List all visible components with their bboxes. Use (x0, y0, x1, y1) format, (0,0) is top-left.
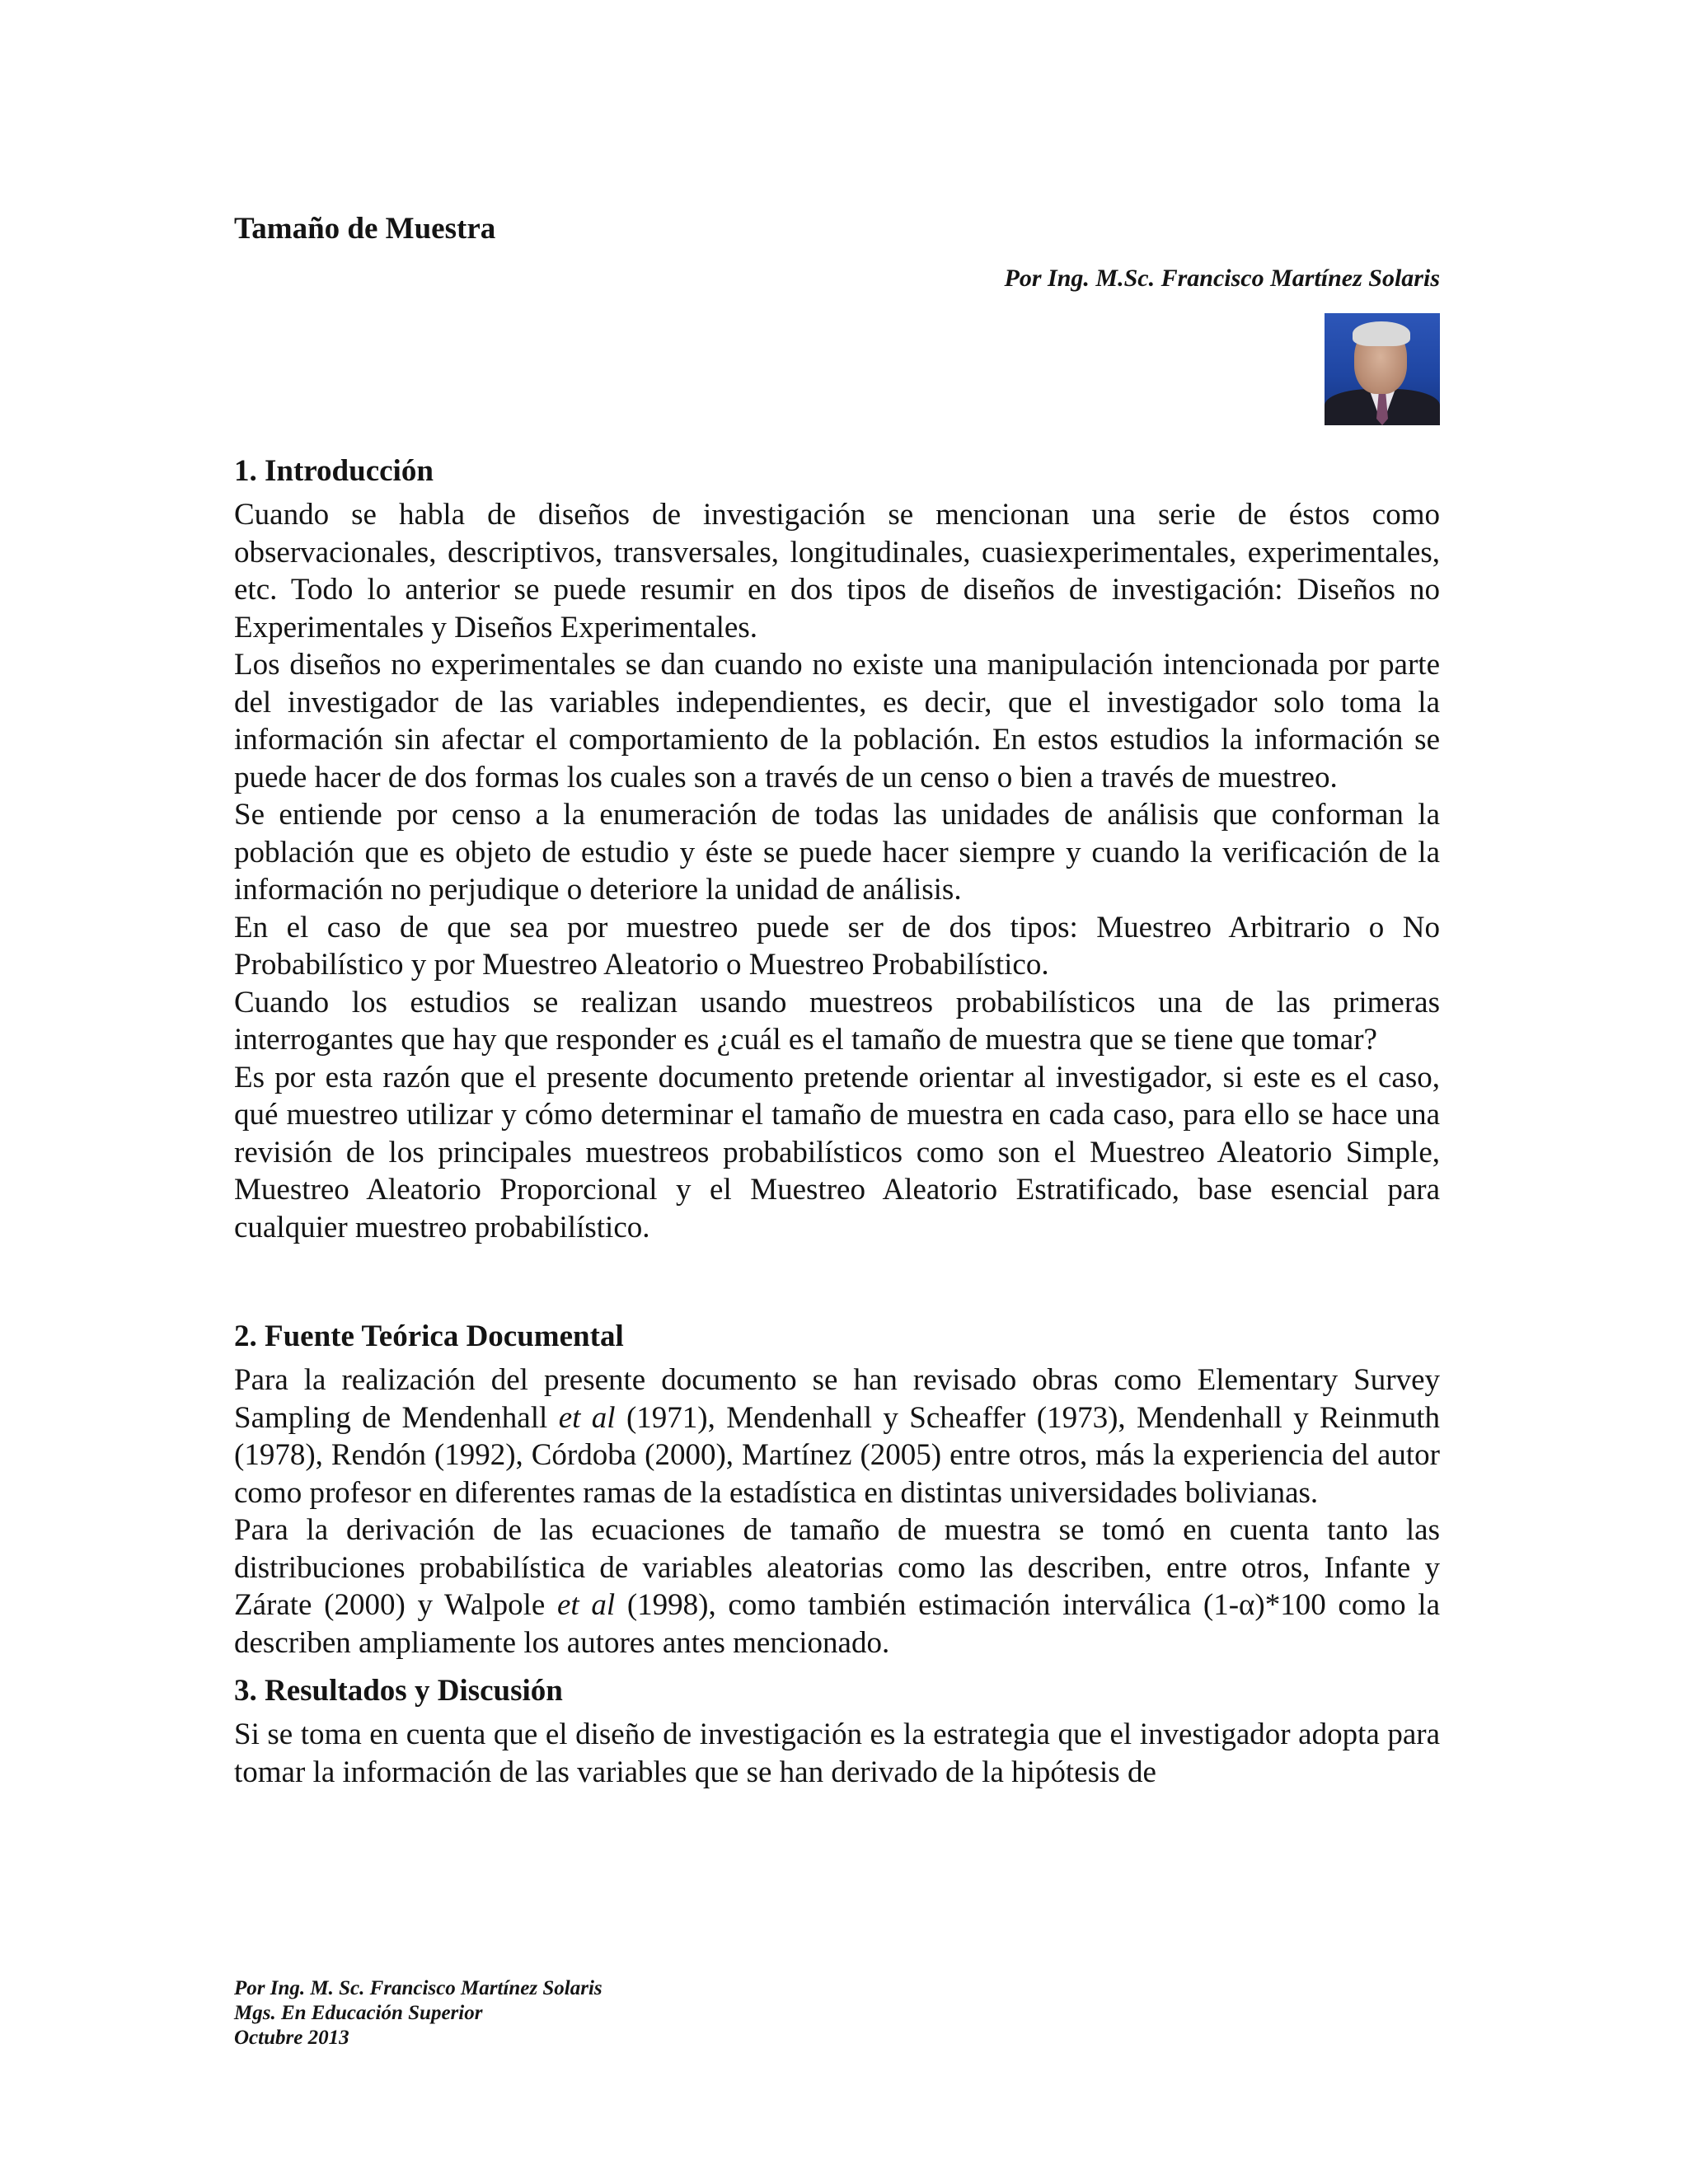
author-line: Por Ing. M.Sc. Francisco Martínez Solaris (1004, 265, 1440, 292)
paragraph: En el caso de que sea por muestreo puede ser de dos tipos: Muestreo Arbitrario o No Probabilístico y por Muestreo Aleatorio o Muestreo Probabilístico. (234, 910, 1440, 982)
paragraph-text: Para la derivación de las ecuaciones de tamaño de muestra se tomó en cuenta tanto las distribuciones probabilística de variables aleatorias como las describen, entre otros, Infante y Zárate (2000) y Walpole (234, 1513, 1440, 1622)
author-photo (1325, 313, 1440, 425)
paragraph-text: (1971), Mendenhall y Scheaffer (1973), Mendenhall y Reinmuth (1978), Rendón (1992), Córdoba (2000), Martínez (2005) entre otros, más la experiencia del autor como profesor en diferentes ramas de la estadística en distintas universidades bolivianas. (234, 1400, 1440, 1510)
paragraph: Si se toma en cuenta que el diseño de investigación es la estrategia que el investigador adopta para tomar la información de las variables que se han derivado de la hipótesis de (234, 1718, 1440, 1789)
italic-citation: et al (558, 1400, 616, 1435)
title-block (234, 206, 1440, 453)
paragraph: Los diseños no experimentales se dan cuando no existe una manipulación intencionada por parte del investigador de las variables independientes, es decir, que el investigador solo toma la información sin afectar el comportamiento de la población. En estos estudios la información se puede hacer de dos formas los cuales son a través de un censo o bien a través de muestreo. (234, 648, 1440, 794)
section-body-introduccion (234, 496, 1440, 1246)
footer-line: Octubre 2013 (234, 2027, 349, 2049)
section-heading-fuente: 2. Fuente Teórica Documental (234, 1319, 624, 1353)
footer-line: Mgs. En Educación Superior (234, 2002, 483, 2024)
paragraph: Es por esta razón que el presente documento pretende orientar al investigador, si este es el caso, qué muestreo utilizar y cómo determinar el tamaño de muestra en cada caso, para ello se hace una revisión de los principales muestreos probabilísticos como son el Muestreo Aleatorio Simple, Muestreo Aleatorio Proporcional y el Muestreo Aleatorio Estratificado, base esencial para cualquier muestreo probabilístico. (234, 1060, 1440, 1244)
paragraph: Cuando se habla de diseños de investigación se mencionan una serie de éstos como observacionales, descriptivos, transversales, longitudinales, cuasiexperimentales, experimentales, etc. Todo lo anterior se puede resumir en dos tipos de diseños de investigación: Diseños no Experimentales y Diseños Experimentales. (234, 498, 1440, 644)
section-body-resultados (234, 1716, 1440, 1791)
paragraph: Se entiende por censo a la enumeración de todas las unidades de análisis que conforman la población que es objeto de estudio y éste se puede hacer siempre y cuando la verificación de la información no perjudique o deteriore la unidad de análisis. (234, 798, 1440, 907)
paragraph-text: Para la realización del presente documento se han revisado obras como Elementary Survey Sampling de Mendenhall (234, 1363, 1440, 1435)
footer-line: Por Ing. M. Sc. Francisco Martínez Solaris (234, 1977, 603, 1999)
paragraph-text: (1998), como también estimación interválica (1-α)*100 como la describen ampliamente los autores antes mencionado. (234, 1588, 1440, 1660)
section-body-fuente (234, 1361, 1440, 1661)
document-title: Tamaño de Muestra (234, 212, 496, 246)
paragraph (234, 1511, 1440, 1661)
page-footer (234, 1976, 603, 2050)
paragraph (234, 1361, 1440, 1511)
section-heading-introduccion: 1. Introducción (234, 454, 434, 488)
italic-citation: et al (557, 1588, 616, 1622)
section-heading-resultados: 3. Resultados y Discusión (234, 1674, 563, 1708)
page-content (234, 206, 1440, 1791)
paragraph: Cuando los estudios se realizan usando muestreos probabilísticos una de las primeras interrogantes que hay que responder es ¿cuál es el tamaño de muestra que se tiene que tomar? (234, 985, 1440, 1057)
